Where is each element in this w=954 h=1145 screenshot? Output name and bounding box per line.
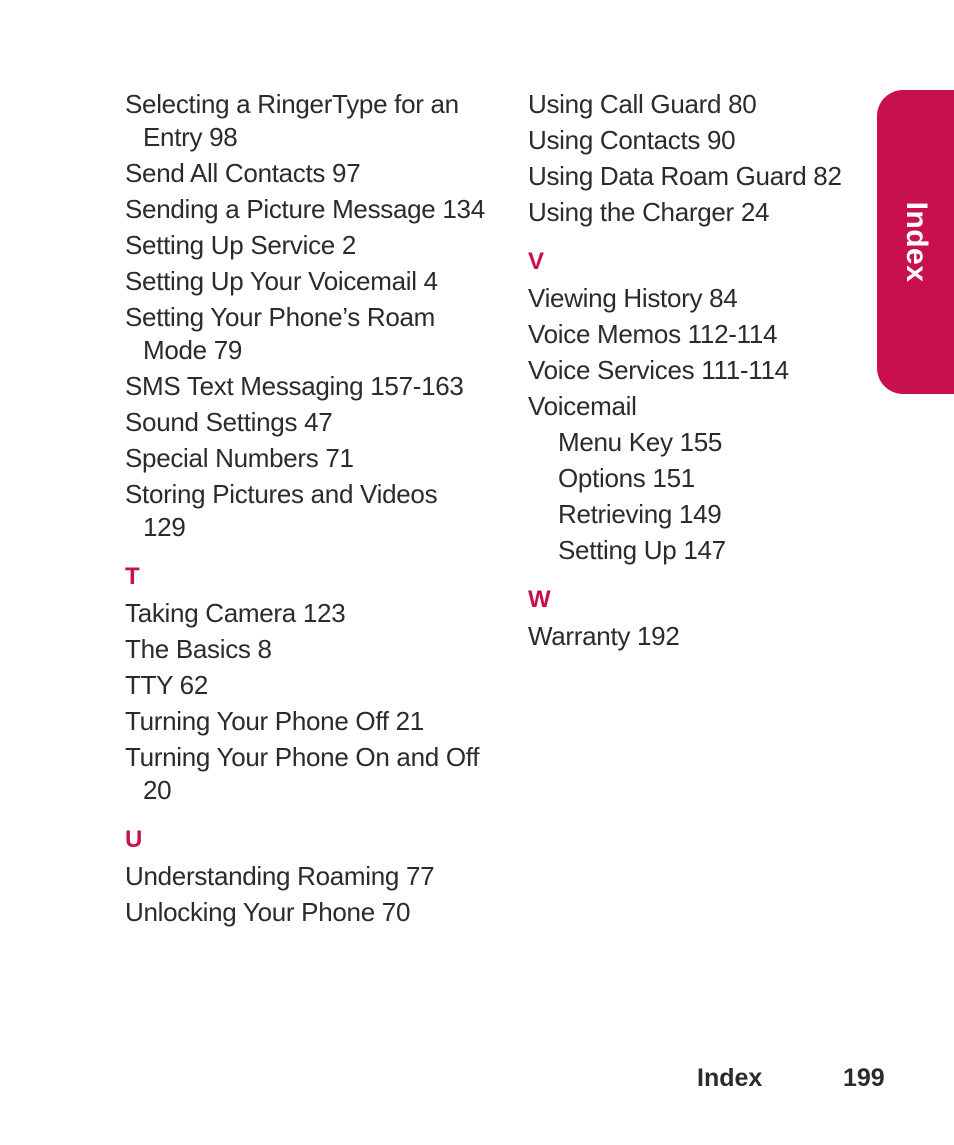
index-entry: Voice Memos 112-114 [528,319,778,349]
index-entry: SMS Text Messaging 157-163 [125,371,464,401]
index-entry: Sound Settings 47 [125,407,333,437]
index-entry: Understanding Roaming 77 [125,861,435,891]
page-number: 199 [843,1064,885,1092]
index-entry: Using Data Roam Guard 82 [528,161,842,191]
index-entry: Unlocking Your Phone 70 [125,897,411,927]
index-entry: Sending a Picture Message 134 [125,194,485,224]
section-letter-u: U [125,826,143,853]
index-entry: Setting Up Service 2 [125,230,357,260]
index-column-right [528,88,868,656]
index-entry: Setting Up Your Voicemail 4 [125,266,438,296]
section-letter-v: V [528,248,545,275]
index-entry: TTY 62 [125,670,208,700]
index-entry: Turning Your Phone Off 21 [125,706,424,736]
section-letter-w: W [528,586,551,613]
index-entry: Taking Camera 123 [125,598,346,628]
index-tab-label: Index [899,201,933,283]
index-entry: Using Contacts 90 [528,125,736,155]
index-entry: Setting Your Phone’s Roam Mode 79 [125,302,436,365]
index-entry: Warranty 192 [528,621,680,651]
index-section-tab [877,90,954,394]
index-entry: Storing Pictures and Videos 129 [125,479,438,542]
index-entry: Turning Your Phone On and Off 20 [125,742,480,805]
section-letter-t: T [125,563,140,590]
index-entry: Send All Contacts 97 [125,158,361,188]
footer-section-name: Index [697,1064,763,1092]
index-entry: Selecting a RingerType for an Entry 98 [125,89,459,152]
index-entry: Voice Services 111-114 [528,355,789,385]
index-entry: Using the Charger 24 [528,197,770,227]
index-entry: Special Numbers 71 [125,443,354,473]
index-entry: Using Call Guard 80 [528,89,757,119]
index-subentry: Options 151 [558,463,695,493]
index-subentry: Setting Up 147 [558,535,726,565]
index-column-left [125,88,485,932]
index-entry: Voicemail [528,391,637,421]
index-entry: Viewing History 84 [528,283,738,313]
index-entry: The Basics 8 [125,634,272,664]
index-subentry: Retrieving 149 [558,499,722,529]
index-subentry: Menu Key 155 [558,427,723,457]
